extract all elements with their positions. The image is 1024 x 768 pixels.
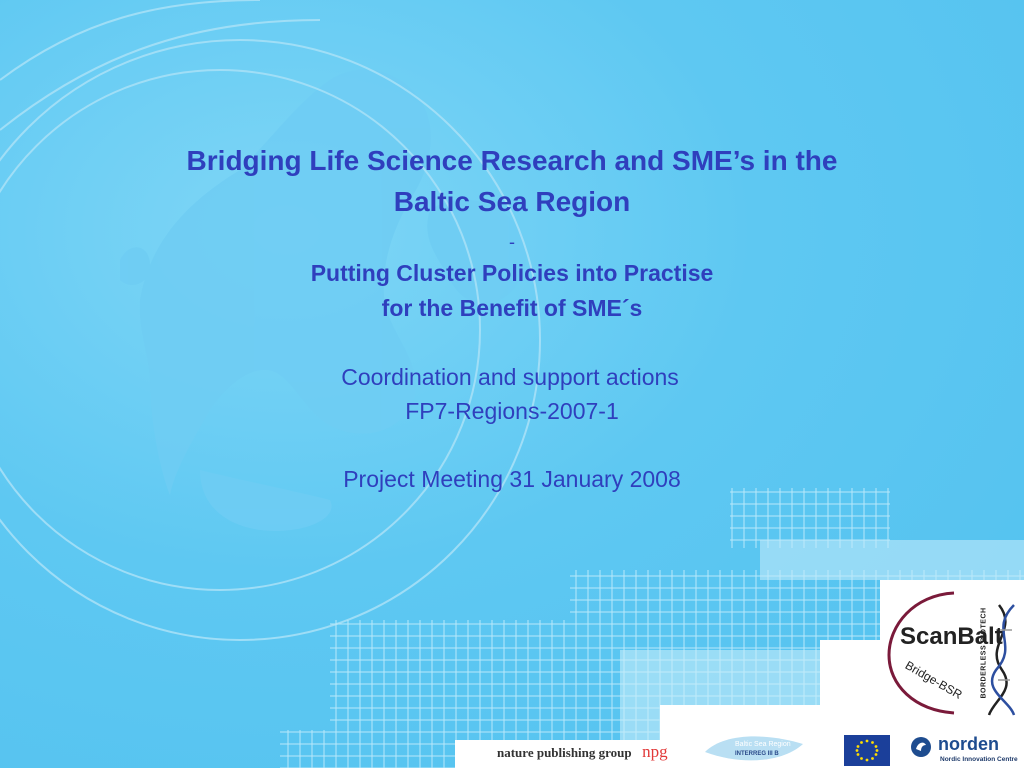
subtitle-line-2: for the Benefit of SME´s [381,295,643,321]
norden-name: norden [938,734,999,754]
norden-swan-icon [910,736,932,758]
scanbalt-name: ScanBalt [900,623,1003,650]
eu-flag-icon [844,735,890,766]
scanbalt-logo [884,585,1020,720]
dna-helix-icon [884,585,1020,720]
bsr-line-1: Baltic Sea Region [735,741,791,748]
scanbalt-tagline: BORDERLESS BIOTECH [980,607,988,699]
npg-text: nature publishing group [497,745,632,760]
title-line-2: Baltic Sea Region [393,186,631,217]
bsr-line-2: INTERREG III B [735,751,779,757]
subtitle-line-1: Putting Cluster Policies into Practise [310,260,714,286]
norden-subtitle: Nordic Innovation Centre [940,756,1018,763]
separator: - [509,232,515,252]
npg-logo [497,742,668,764]
norden-logo [910,736,1022,766]
title-line-1: Bridging Life Science Research and SME’s in the [186,145,838,176]
baltic-sea-region-logo [703,732,808,768]
program-line-2: FP7-Regions-2007-1 [405,398,619,424]
baltic-sea-region-icon [703,732,808,768]
npg-mark-icon: npg [642,742,668,761]
program-line-1: Coordination and support actions [341,364,679,390]
meeting-date: Project Meeting 31 January 2008 [343,466,681,492]
scanbalt-arc-text: Bridge-BSR [902,658,965,702]
